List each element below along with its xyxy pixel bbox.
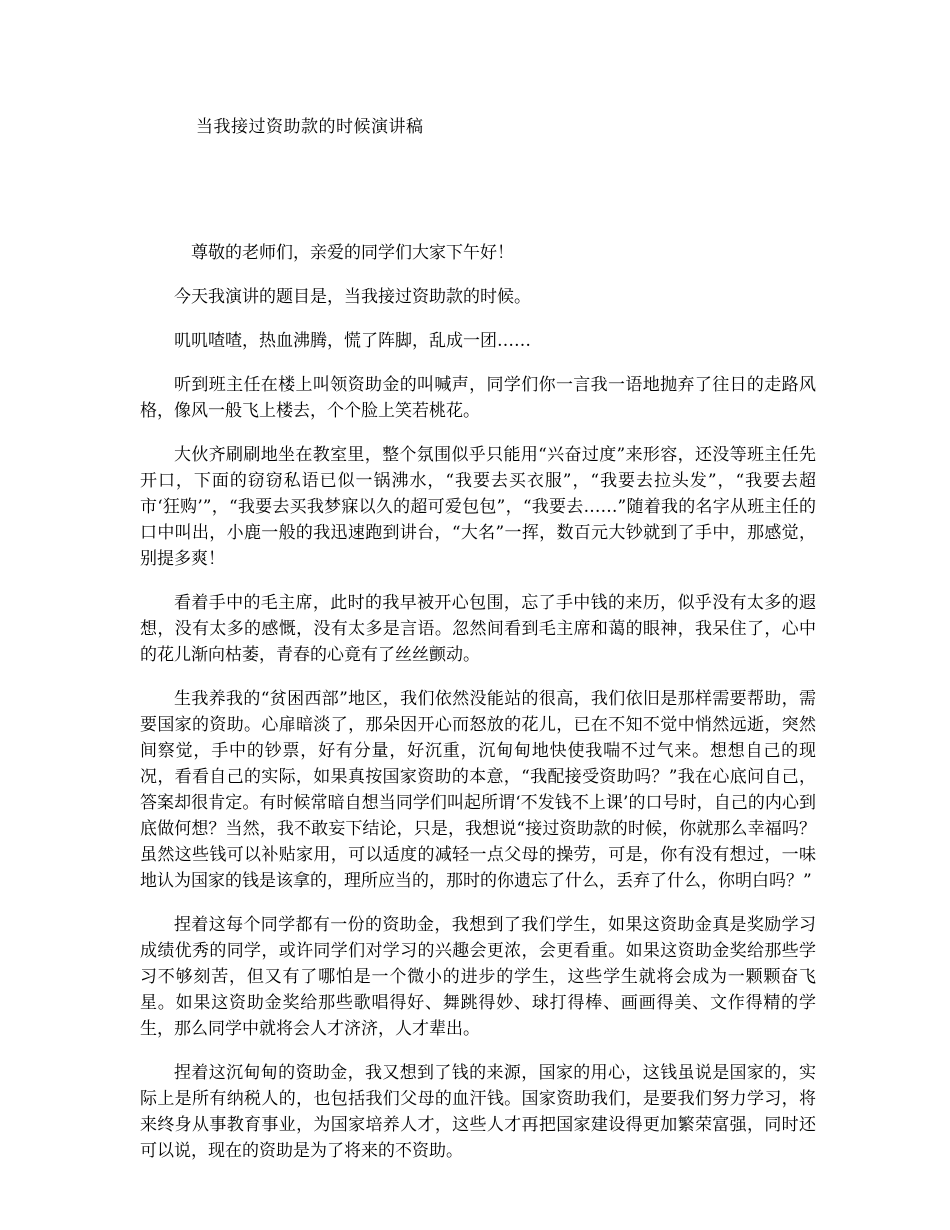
paragraph-chatter: 叽叽喳喳，热血沸腾，慌了阵脚，乱成一团…… xyxy=(174,331,531,351)
paragraph-summon: 听到班主任在楼上叫领资助金的叫喊声，同学们你一言我一语地抛弃了往日的走路风格，像风一般飞上楼去，个个脸上笑若桃花。 xyxy=(140,375,816,421)
paragraph-west: 生我养我的“贫困西部”地区，我们依然没能站的很高，我们依旧是那样需要帮助，需要国家的资助。心扉暗淡了，那朵因开心而怒放的花儿，已在不知不觉中悄然远逝，突然间察觉，手中的钞票，好有分量，好沉重，沉甸甸地快使我喘不过气来。想想自己的现况，看看自己的实际，如果真按国家资助的本意，“我配接受资助吗？”我在心底问自己，答案却很肯定。有时候常暗自想当同学们叫起所谓‘不发钱不上课’的口号时，自己的内心到底做何想？当然，我不敢妄下结论，只是，我想说“接过资助款的时候，你就那么幸福吗？虽然这些钱可以补贴家用，可以适度的减轻一点父母的操劳，可是，你有没有想过，一味地认为国家的钱是该拿的，理所应当的，那时的你遗忘了什么，丢弃了什么，你明白吗？” xyxy=(140,689,816,891)
paragraph-topic: 今天我演讲的题目是，当我接过资助款的时候。 xyxy=(174,287,531,307)
paragraph-students: 捏着这每个同学都有一份的资助金，我想到了我们学生，如果这资助金真是奖励学习成绩优秀的同学，或许同学们对学习的兴趣会更浓，会更看重。如果这资助金奖给那些学习不够刻苦，但又有了哪怕是一个微小的进步的学生，这些学生就将会成为一颗颗奋飞星。如果这资助金奖给那些歌唱得好、舞跳得妙、球打得棒、画画得美、文作得精的学生，那么同学中就将会人才济济，人才辈出。 xyxy=(140,915,816,1039)
paragraph-greeting: 尊敬的老师们，亲爱的同学们大家下午好！ xyxy=(191,243,514,263)
document-title: 当我接过资助款的时候演讲稿 xyxy=(196,117,424,137)
paragraph-classroom: 大伙齐刷刷地坐在教室里，整个氛围似乎只能用“兴奋过度”来形容，还没等班主任先开口，下面的窃窃私语已似一锅沸水，“我要去买衣服”，“我要去拉头发”，“我要去超市‘狂购’”，“我要去买我梦寐以久的超可爱包包”，“我要去……”随着我的名字从班主任的口中叫出，小鹿一般的我迅速跑到讲台，“大名”一挥，数百元大钞就到了手中，那感觉，别提多爽！ xyxy=(140,445,816,569)
document-body xyxy=(140,240,816,1182)
paragraph-reflection: 看着手中的毛主席，此时的我早被开心包围，忘了手中钱的来历，似乎没有太多的遐想，没有太多的感慨，没有太多是言语。忽然间看到毛主席和蔼的眼神，我呆住了，心中的花儿渐向枯萎，青春的心竟有了丝丝颤动。 xyxy=(140,593,816,665)
paragraph-source: 捏着这沉甸甸的资助金，我又想到了钱的来源，国家的用心，这钱虽说是国家的，实际上是所有纳税人的，也包括我们父母的血汗钱。国家资助我们，是要我们努力学习，将来终身从事教育事业，为国家培养人才，这些人才再把国家建设得更加繁荣富强，同时还可以说，现在的资助是为了将来的不资助。 xyxy=(140,1063,816,1161)
